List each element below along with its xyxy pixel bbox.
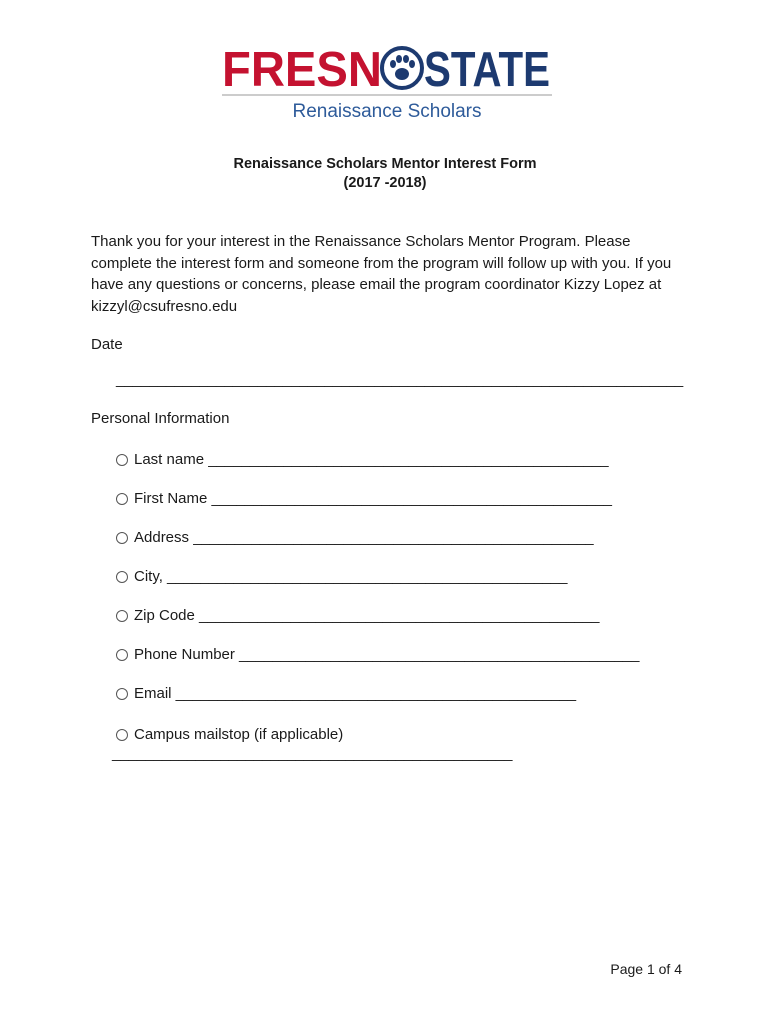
campus-mailstop-field[interactable] (116, 726, 343, 743)
radio-icon[interactable] (116, 729, 128, 741)
address-field[interactable] (116, 529, 594, 546)
city-label: City, ________________________________________________ (134, 568, 568, 585)
radio-icon[interactable] (116, 454, 128, 466)
radio-icon[interactable] (116, 688, 128, 700)
fresno-state-logo (222, 40, 552, 128)
address-label: Address ________________________________________________ (134, 529, 594, 546)
radio-icon[interactable] (116, 571, 128, 583)
radio-icon[interactable] (116, 610, 128, 622)
first-name-label: First Name ________________________________________________ (134, 490, 612, 507)
city-field[interactable] (116, 568, 567, 585)
logo-text-fresno: FRESN (222, 43, 382, 97)
form-year: (2017 -2018) (343, 175, 427, 191)
logo-text-state: STATE (424, 43, 550, 97)
zip-code-label: Zip Code ________________________________________________ (134, 607, 600, 624)
date-label: Date (91, 336, 123, 353)
radio-icon[interactable] (116, 532, 128, 544)
email-field[interactable] (116, 685, 576, 702)
campus-mailstop-input-line[interactable]: ________________________________________________ (112, 745, 513, 762)
logo-subtitle: Renaissance Scholars (292, 101, 482, 122)
intro-paragraph: Thank you for your interest in the Renaissance Scholars Mentor Program. Please complete the interest form and someone from the program will follow up with you. If you have any questions or concerns, please email the program coordinator Kizzy Lopez at kizzyl@csufresno.edu (91, 233, 672, 315)
phone-number-label: Phone Number ________________________________________________ (134, 646, 640, 663)
form-title: Renaissance Scholars Mentor Interest Form (233, 156, 537, 172)
last-name-label: Last name ________________________________________________ (134, 451, 609, 468)
page-number: Page 1 of 4 (610, 961, 682, 977)
first-name-field[interactable] (116, 490, 612, 507)
email-label: Email ________________________________________________ (134, 685, 577, 702)
campus-mailstop-label: Campus mailstop (if applicable) (134, 726, 344, 743)
paw-print-icon (390, 55, 415, 80)
phone-number-field[interactable] (116, 646, 640, 663)
zip-code-field[interactable] (116, 607, 599, 624)
radio-icon[interactable] (116, 649, 128, 661)
date-input-line[interactable]: ____________________________________________________________________ (116, 371, 684, 388)
last-name-field[interactable] (116, 451, 609, 468)
personal-info-heading: Personal Information (91, 410, 230, 427)
radio-icon[interactable] (116, 493, 128, 505)
